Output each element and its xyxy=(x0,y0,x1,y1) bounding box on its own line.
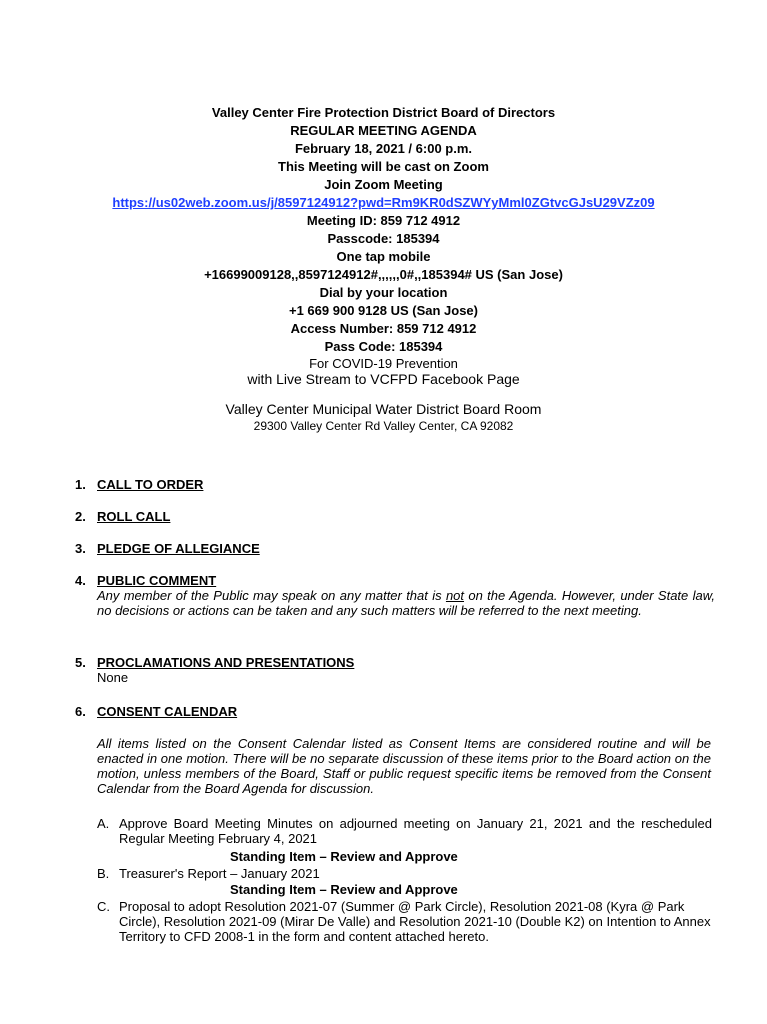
proclamations-body: None xyxy=(97,670,129,685)
item-title: PUBLIC COMMENT xyxy=(97,573,217,588)
consent-item-letter: B. xyxy=(97,866,110,881)
item-title: CONSENT CALENDAR xyxy=(97,704,238,719)
zoom-meeting-link[interactable]: https://us02web.zoom.us/j/8597124912?pwd=Rm9KR0dSZWYyMml0ZGtvcGJsU29VZz09 xyxy=(112,195,655,210)
consent-item-text: Proposal to adopt Resolution 2021-07 (Summer @ Park Circle), Resolution 2021-08 (Kyra @ Park Circle), Resolution 2021-09 (Mirar De Valle) and Resolution 2021-10 (Double K2) on Intention to Annex Territory to CFD 2008-1 in the form and content attached hereto. xyxy=(119,899,711,944)
public-comment-text-b: on the Agenda. However, under State law, no decisions or actions can be taken and any such matters will be referred to the next meeting. xyxy=(97,588,715,618)
meeting-id: Meeting ID: 859 712 4912 xyxy=(306,213,461,228)
item-number: 2. xyxy=(75,509,86,524)
item-title: ROLL CALL xyxy=(97,509,171,524)
passcode: Passcode: 185394 xyxy=(327,231,440,246)
item-number: 3. xyxy=(75,541,86,556)
public-comment-text xyxy=(97,588,715,618)
agenda-subtitle: REGULAR MEETING AGENDA xyxy=(290,123,477,138)
one-tap-label: One tap mobile xyxy=(336,249,431,264)
consent-item-letter: A. xyxy=(97,816,110,831)
dial-by-location-label: Dial by your location xyxy=(319,285,448,300)
consent-item-text: Approve Board Meeting Minutes on adjourned meeting on January 21, 2021 and the rescheduled Regular Meeting February 4, 2021 xyxy=(119,816,712,846)
item-number: 1. xyxy=(75,477,86,492)
agenda-header xyxy=(0,104,767,434)
access-number: Access Number: 859 712 4912 xyxy=(290,321,477,336)
dial-number: +1 669 900 9128 US (San Jose) xyxy=(289,303,478,318)
board-room: Valley Center Municipal Water District Board Room xyxy=(225,401,542,417)
zoom-cast-note: This Meeting will be cast on Zoom xyxy=(278,159,489,174)
item-title: CALL TO ORDER xyxy=(97,477,204,492)
public-comment-text-not: not xyxy=(445,588,465,603)
consent-item-letter: C. xyxy=(97,899,110,914)
board-room-address: 29300 Valley Center Rd Valley Center, CA 92082 xyxy=(253,419,514,433)
live-stream-note: with Live Stream to VCFPD Facebook Page xyxy=(247,371,520,387)
item-number: 5. xyxy=(75,655,86,670)
standing-item-label: Standing Item – Review and Approve xyxy=(230,882,458,897)
pass-code: Pass Code: 185394 xyxy=(324,339,443,354)
agenda-item-public-comment xyxy=(75,573,715,637)
item-title: PLEDGE OF ALLEGIANCE xyxy=(97,541,260,556)
board-title: Valley Center Fire Protection District Board of Directors xyxy=(211,105,556,120)
join-zoom-label: Join Zoom Meeting xyxy=(324,177,443,192)
one-tap-number: +16699009128,,8597124912#,,,,,,0#,,185394# US (San Jose) xyxy=(204,267,563,282)
consent-calendar-description: All items listed on the Consent Calendar listed as Consent Items are considered routine and will be enacted in one motion. There will be no separate discussion of these items prior to the Board action on the motion, unless members of the Board, Staff or public request specific items be removed from the Consent Calendar from the Board Agenda for discussion. xyxy=(97,736,711,796)
item-number: 6. xyxy=(75,704,86,719)
consent-item-text: Treasurer's Report – January 2021 xyxy=(119,866,320,881)
standing-item-label: Standing Item – Review and Approve xyxy=(230,849,458,864)
item-title: PROCLAMATIONS AND PRESENTATIONS xyxy=(97,655,355,670)
public-comment-text-a: Any member of the Public may speak on any matter that is xyxy=(97,588,446,603)
covid-note: For COVID-19 Prevention xyxy=(309,356,458,371)
meeting-date: February 18, 2021 / 6:00 p.m. xyxy=(294,141,473,156)
item-number: 4. xyxy=(75,573,86,588)
